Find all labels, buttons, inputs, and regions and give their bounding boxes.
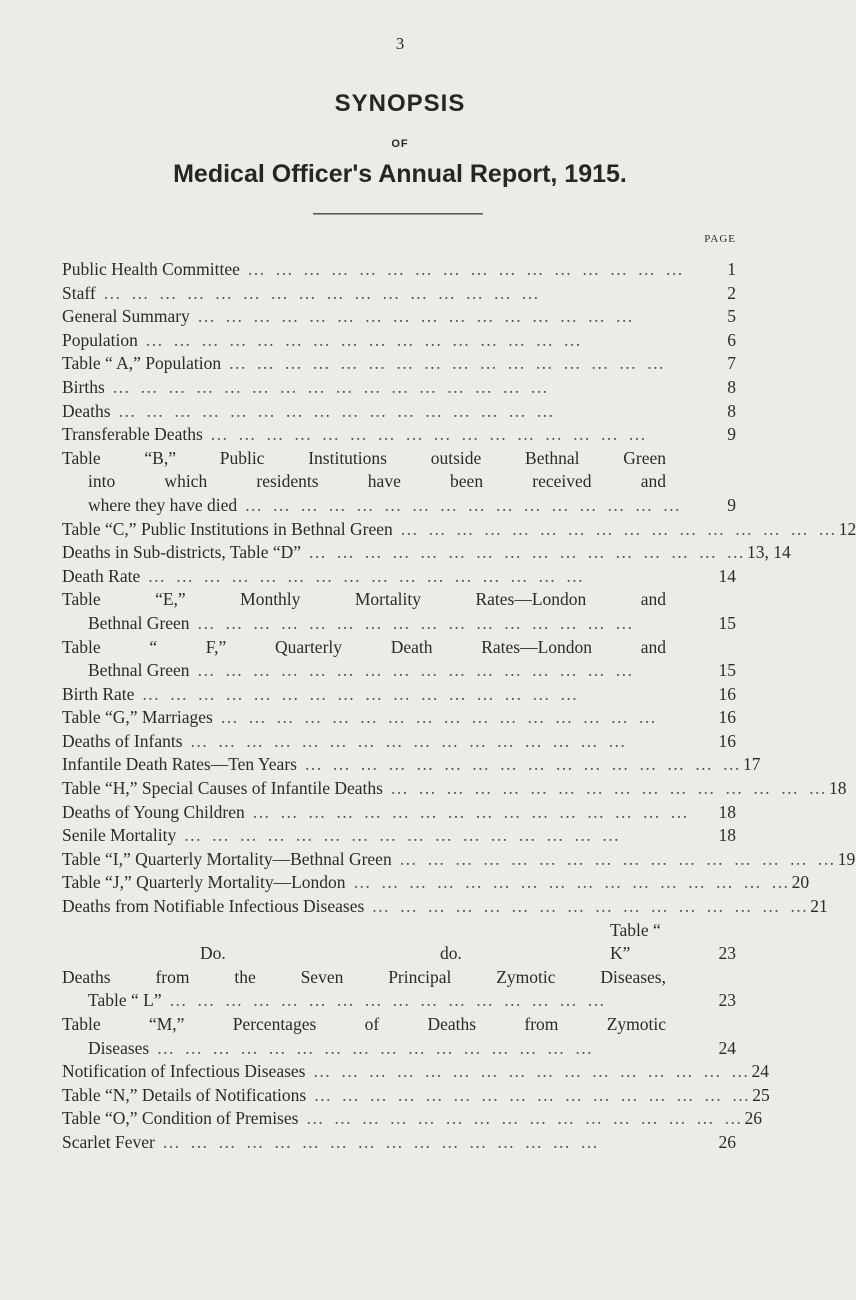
toc-entry-title: Table “B,” Public Institutions outside Bethnal Green	[62, 447, 666, 468]
toc-entry-title: Table “J,” Quarterly Mortality—London	[62, 872, 346, 893]
synopsis-heading: SYNOPSIS	[334, 90, 466, 117]
toc-entry-title: Table “ L”	[88, 990, 162, 1011]
toc-page-number: 23	[718, 990, 736, 1011]
toc-entry-title: Deaths from Notifiable Infectious Diseases	[62, 896, 365, 917]
toc-page-number: 23	[718, 943, 736, 964]
dot-leader: … … … … … … … … … … … … … … … …	[137, 329, 584, 350]
toc-entry-title: Table “N,” Details of Notifications	[62, 1084, 307, 1105]
toc-page-number: 8	[727, 400, 736, 421]
toc-page-number: 16	[718, 683, 736, 704]
toc-entry	[62, 376, 736, 400]
toc-page-number: 20	[791, 872, 810, 893]
toc-entry-title: Deaths	[62, 400, 111, 421]
toc-entry-title: Bethnal Green	[88, 660, 190, 681]
toc-page-number: 19	[837, 848, 856, 869]
of-heading: OF	[391, 138, 409, 150]
dot-leader: … … … … … … … … … … … … … … … …	[306, 1084, 753, 1105]
toc-entry-title: Births	[62, 376, 105, 397]
toc-page-number: 24	[751, 1061, 769, 1082]
toc-entry-title: Deaths in Sub-districts, Table “D”	[62, 542, 302, 563]
toc-entry-title: where they have died	[88, 494, 238, 515]
dot-leader: … … … … … … … … … … … … … … … …	[382, 778, 829, 799]
toc-entry-ditto: Do.	[200, 943, 226, 964]
toc-entry-title: Table “E,” Monthly Mortality Rates—London and	[62, 589, 666, 610]
toc-entry-title: Deaths of Young Children	[62, 801, 245, 822]
toc-page-number: 9	[727, 424, 736, 445]
toc-page-number: 13, 14	[747, 542, 791, 563]
toc-entry-title: Diseases	[88, 1037, 150, 1058]
dot-leader: … … … … … … … … … … … … … … … …	[244, 801, 691, 822]
toc-entry	[62, 329, 736, 353]
toc-entry-title: Deaths of Infants	[62, 730, 183, 751]
toc-page-number: 16	[718, 730, 736, 751]
toc-entry-title: Table “C,” Public Institutions in Bethnal Green	[62, 518, 393, 539]
page-number: 3	[395, 34, 405, 53]
dot-leader: … … … … … … … … … … … … … … … …	[391, 848, 838, 869]
toc-entry	[62, 258, 736, 282]
dot-leader: … … … … … … … … … … … … … … … …	[298, 1108, 745, 1129]
toc-entry	[62, 706, 736, 730]
toc-entry-title: Transferable Deaths	[62, 424, 203, 445]
toc-entry	[62, 683, 736, 707]
toc-entry-ditto: Table “ K”	[610, 919, 661, 964]
toc-entry	[62, 1107, 762, 1131]
toc-entry-title: Death Rate	[62, 565, 141, 586]
report-title: Medical Officer's Annual Report, 1915.	[173, 160, 627, 188]
dot-leader: … … … … … … … … … … … … … … … …	[237, 494, 684, 515]
dot-leader: … … … … … … … … … … … … … … … …	[134, 683, 581, 704]
toc-page-number: 7	[727, 353, 736, 374]
toc-entry-title: Table “O,” Condition of Premises	[62, 1108, 299, 1129]
toc-entry	[62, 1084, 770, 1108]
toc-page-number: 16	[718, 707, 736, 728]
toc-entry	[62, 871, 810, 895]
toc-entry	[62, 518, 856, 542]
toc-entry	[62, 919, 736, 966]
dot-leader: … … … … … … … … … … … … … … … …	[221, 353, 668, 374]
dot-leader: … … … … … … … … … … … … … … … …	[189, 612, 636, 633]
toc-entry-ditto: do.	[440, 943, 462, 964]
toc-page-number: 18	[828, 778, 847, 799]
dot-leader: … … … … … … … … … … … … … … … …	[189, 306, 636, 327]
dot-leader: … … … … … … … … … … … … … … … …	[140, 565, 587, 586]
dot-leader: … … … … … … … … … … … … … … … …	[182, 730, 629, 751]
toc-entry	[62, 282, 736, 306]
dot-leader: … … … … … … … … … … … … … … … …	[305, 1061, 752, 1082]
toc-entry-title: Public Health Committee	[62, 259, 240, 279]
toc-entry	[62, 1060, 769, 1084]
dot-leader: … … … … … … … … … … … … … … … …	[345, 872, 792, 893]
toc-entry-title: Table “ F,” Quarterly Death Rates—London and	[62, 636, 666, 657]
toc-page-number: 17	[742, 754, 761, 775]
toc-entry	[62, 423, 736, 447]
toc-entry-title: Table “ A,” Population	[62, 353, 222, 374]
toc-page-number: 14	[718, 565, 736, 586]
dot-leader: … … … … … … … … … … … … … … … …	[364, 896, 811, 917]
toc-page-number: 1	[727, 259, 736, 279]
toc-entry-title: Staff	[62, 282, 96, 303]
toc-page-number: 21	[810, 896, 828, 917]
divider-rule	[313, 213, 483, 215]
toc-entry-title: Table “H,” Special Causes of Infantile Deaths	[62, 778, 383, 799]
toc-entry-title: into which residents have been received and	[88, 471, 666, 492]
dot-leader: … … … … … … … … … … … … … … … …	[212, 707, 659, 728]
toc-entry	[62, 1013, 736, 1060]
toc-page-number: 12	[838, 518, 856, 539]
toc-page-number: 5	[727, 306, 736, 327]
toc-entry	[62, 305, 736, 329]
page-column-label: PAGE	[704, 233, 736, 245]
toc-page-number: 6	[727, 329, 736, 350]
toc-page-number: 8	[727, 376, 736, 397]
dot-leader: … … … … … … … … … … … … … … … …	[301, 542, 748, 563]
toc-entry-title: Bethnal Green	[88, 612, 190, 633]
toc-entry	[62, 541, 791, 565]
toc-page-number: 24	[718, 1037, 736, 1058]
toc-entry	[62, 895, 828, 919]
toc-entry-title: Infantile Death Rates—Ten Years	[62, 754, 297, 775]
toc-entry-title: Scarlet Fever	[62, 1131, 155, 1152]
toc-page-number: 25	[752, 1084, 770, 1105]
toc-page-number: 15	[718, 612, 736, 633]
toc-page-number: 26	[744, 1108, 762, 1129]
toc-entry	[62, 848, 856, 872]
dot-leader: … … … … … … … … … … … … … … … …	[161, 990, 608, 1011]
toc-entry	[62, 565, 736, 589]
dot-leader: … … … … … … … … … … … … … … … …	[110, 400, 557, 421]
toc-entry-title: Senile Mortality	[62, 825, 177, 846]
toc-page-number: 9	[727, 494, 736, 515]
toc-page-number: 18	[718, 825, 736, 846]
toc-entry	[62, 588, 736, 635]
toc-page-number: 15	[718, 660, 736, 681]
toc-entry	[62, 753, 761, 777]
toc-entry	[62, 824, 736, 848]
table-of-contents	[62, 258, 856, 1155]
toc-entry	[62, 966, 736, 1013]
dot-leader: … … … … … … … … … … … … … … … …	[149, 1037, 596, 1058]
dot-leader: … … … … … … … … … … … … … … … …	[239, 259, 686, 279]
dot-leader: … … … … … … … … … … … … … … … …	[154, 1131, 601, 1152]
toc-entry	[62, 400, 736, 424]
dot-leader: … … … … … … … … … … … … … … … …	[202, 424, 649, 445]
dot-leader: … … … … … … … … … … … … … … … …	[189, 660, 636, 681]
toc-entry-title: Deaths from the Seven Principal Zymotic Diseases,	[62, 966, 666, 987]
toc-entry-title: Notification of Infectious Diseases	[62, 1061, 306, 1082]
dot-leader: … … … … … … … … … … … … … … … …	[392, 518, 839, 539]
toc-entry	[62, 777, 847, 801]
dot-leader: … … … … … … … … … … … … … … … …	[176, 825, 623, 846]
toc-entry	[62, 352, 736, 376]
dot-leader: … … … … … … … … … … … … … … … …	[104, 376, 551, 397]
toc-entry-title: Table “M,” Percentages of Deaths from Zymotic	[62, 1014, 666, 1034]
toc-entry-title: Population	[62, 329, 138, 350]
dot-leader: … … … … … … … … … … … … … … … …	[296, 754, 743, 775]
toc-entry-title: General Summary	[62, 306, 190, 327]
toc-entry	[62, 636, 736, 683]
toc-page-number: 26	[718, 1131, 736, 1152]
toc-entry	[62, 1131, 736, 1155]
toc-entry	[62, 447, 736, 518]
toc-entry	[62, 801, 736, 825]
toc-entry-title: Table “I,” Quarterly Mortality—Bethnal Green	[62, 848, 392, 869]
toc-page-number: 18	[718, 801, 736, 822]
dot-leader: … … … … … … … … … … … … … … … …	[95, 282, 542, 303]
toc-entry	[62, 730, 736, 754]
toc-page-number: 2	[727, 282, 736, 303]
toc-entry-title: Birth Rate	[62, 683, 135, 704]
toc-entry-title: Table “G,” Marriages	[62, 707, 213, 728]
